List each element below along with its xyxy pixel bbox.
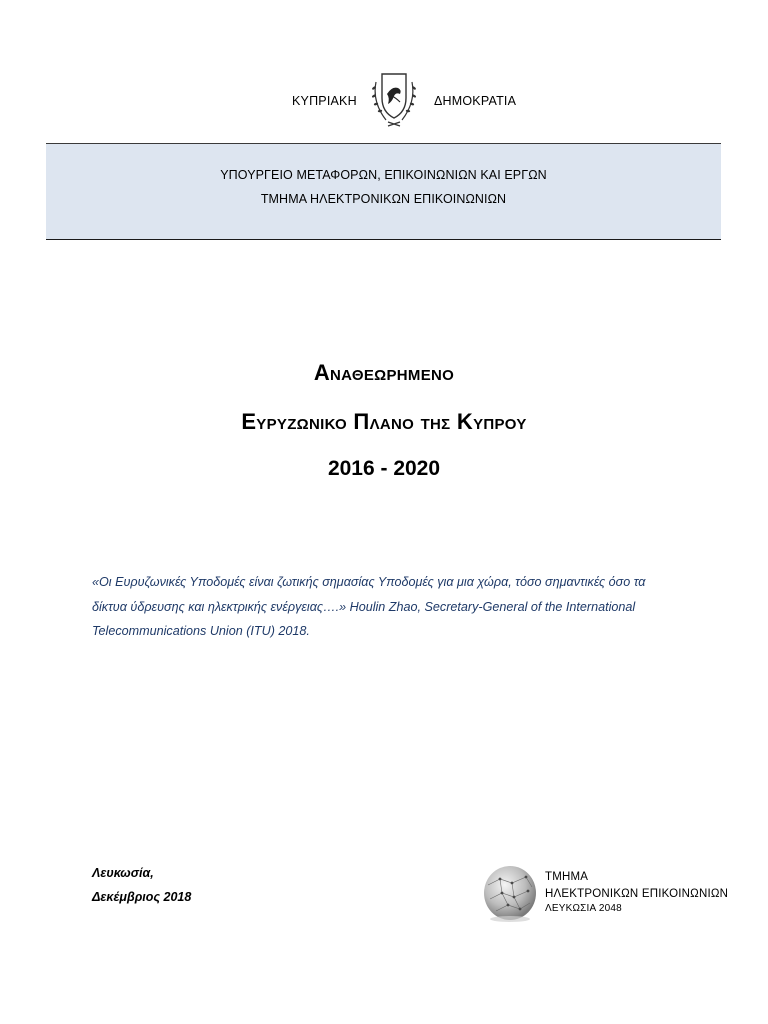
logo-line-1: ΤΜΗΜΑ <box>545 871 589 883</box>
ministry-band <box>46 143 721 240</box>
title-years: 2016 - 2020 <box>327 457 441 480</box>
coat-of-arms-icon <box>362 68 426 132</box>
header-left-word: ΚΥΠΡΙΑΚΗ <box>292 94 357 108</box>
globe-icon <box>482 865 538 923</box>
place-label: Λευκωσία, <box>92 866 154 880</box>
header-right-word: ΔΗΜΟΚΡΑΤΙΑ <box>434 94 517 108</box>
logo-line-2: ΗΛΕΚΤΡΟΝΙΚΩΝ ΕΠΙΚΟΙΝΩΝΙΩΝ <box>545 888 729 900</box>
department-name: ΤΜΗΜΑ ΗΛΕΚΤΡΟΝΙΚΩΝ ΕΠΙΚΟΙΝΩΝΙΩΝ <box>260 192 507 206</box>
date-label: Δεκέμβριος 2018 <box>92 890 192 904</box>
quote-text: «Οι Ευρυζωνικές Υποδομές είναι ζωτικής σημασίας Υποδομές για μια χώρα, τόσο σημαντικές όσο τα δίκτυα ύδρευσης και ηλεκτρικής ενέργειας….» Houlin Zhao, Secretary-General of the International Telecommunications Union (ITU) 2018. <box>92 575 646 638</box>
logo-line-3: ΛΕΥΚΩΣΙΑ 2048 <box>545 903 622 914</box>
title-line-2: Ευρυζωνικο Πλανο της Κυπρου <box>241 409 527 434</box>
ministry-name: ΥΠΟΥΡΓΕΙΟ ΜΕΤΑΦΟΡΩΝ, ΕΠΙΚΟΙΝΩΝΙΩΝ ΚΑΙ ΕΡΓΩΝ <box>220 168 547 182</box>
title-line-1: Αναθεωρημενο <box>313 360 455 385</box>
